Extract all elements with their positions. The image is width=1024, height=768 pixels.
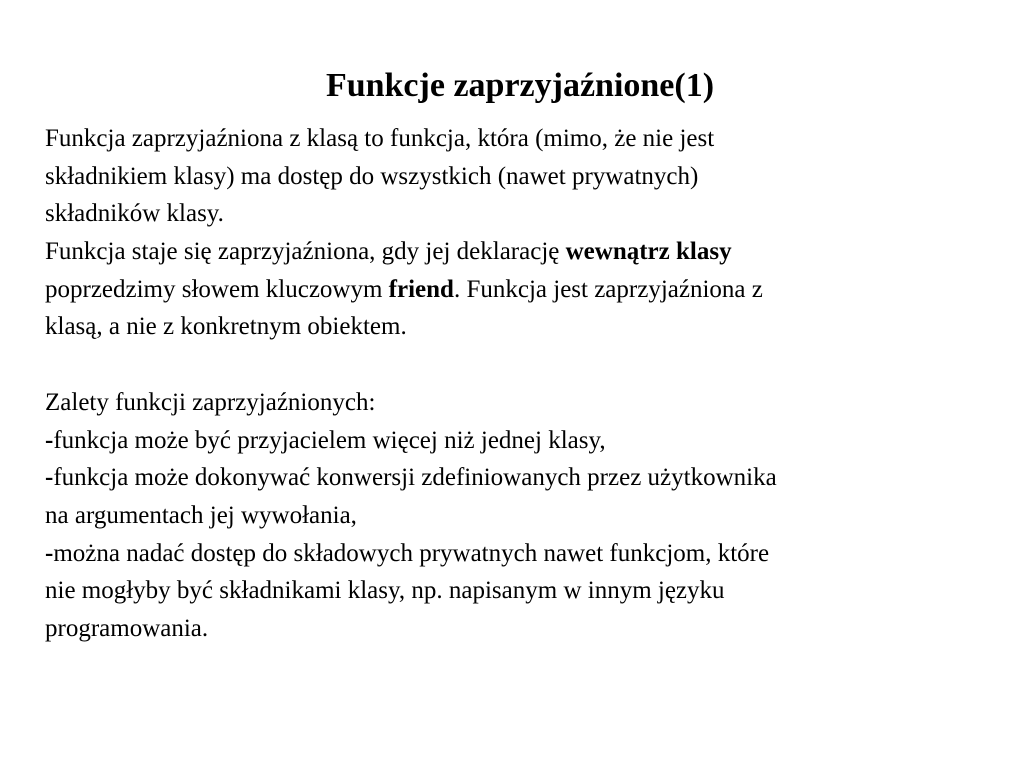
declaration-text: . Funkcja jest zaprzyjaźniona z	[453, 275, 763, 303]
advantage-text: można nadać dostęp do składowych prywatnych nawet funkcjom, które	[53, 539, 770, 567]
advantage-item-3-continued: programowania.	[45, 614, 209, 642]
advantage-item-2-continued: na argumentach jej wywołania,	[45, 501, 357, 529]
paragraph-spacer	[45, 346, 995, 384]
slide-title: Funkcje zaprzyjaźnione(1)	[325, 67, 715, 104]
advantage-item-3-continued: nie mogłyby być składnikami klasy, np. napisanym w innym języku	[45, 577, 725, 605]
declaration-text: Funkcja staje się zaprzyjaźniona, gdy jej deklarację	[45, 238, 566, 266]
declaration-line-1	[45, 233, 995, 271]
definition-line-3: składników klasy.	[45, 200, 224, 228]
advantage-item-1	[45, 422, 995, 460]
advantage-item-3	[45, 535, 995, 573]
bullet-dash: -	[45, 426, 54, 454]
advantage-text: funkcja może dokonywać konwersji zdefiniowanych przez użytkownika	[53, 464, 777, 492]
keyword-inside-class: wewnątrz klasy	[565, 238, 732, 266]
advantages-heading: Zalety funkcji zaprzyjaźnionych:	[45, 388, 376, 416]
definition-line-1: Funkcja zaprzyjaźniona z klasą to funkcja, która (mimo, że nie jest	[45, 125, 715, 152]
bullet-dash: -	[45, 464, 54, 492]
advantage-item-2	[45, 459, 995, 497]
definition-line-2: składnikiem klasy) ma dostęp do wszystkich (nawet prywatnych)	[45, 162, 699, 190]
advantage-text: funkcja może być przyjacielem więcej niż jednej klasy,	[53, 426, 606, 454]
declaration-text: poprzedzimy słowem kluczowym	[45, 275, 389, 303]
slide-body	[45, 120, 995, 648]
declaration-line-2	[45, 271, 995, 309]
declaration-line-3: klasą, a nie z konkretnym obiektem.	[45, 313, 407, 341]
bullet-dash: -	[45, 539, 54, 567]
keyword-friend: friend	[388, 275, 454, 303]
